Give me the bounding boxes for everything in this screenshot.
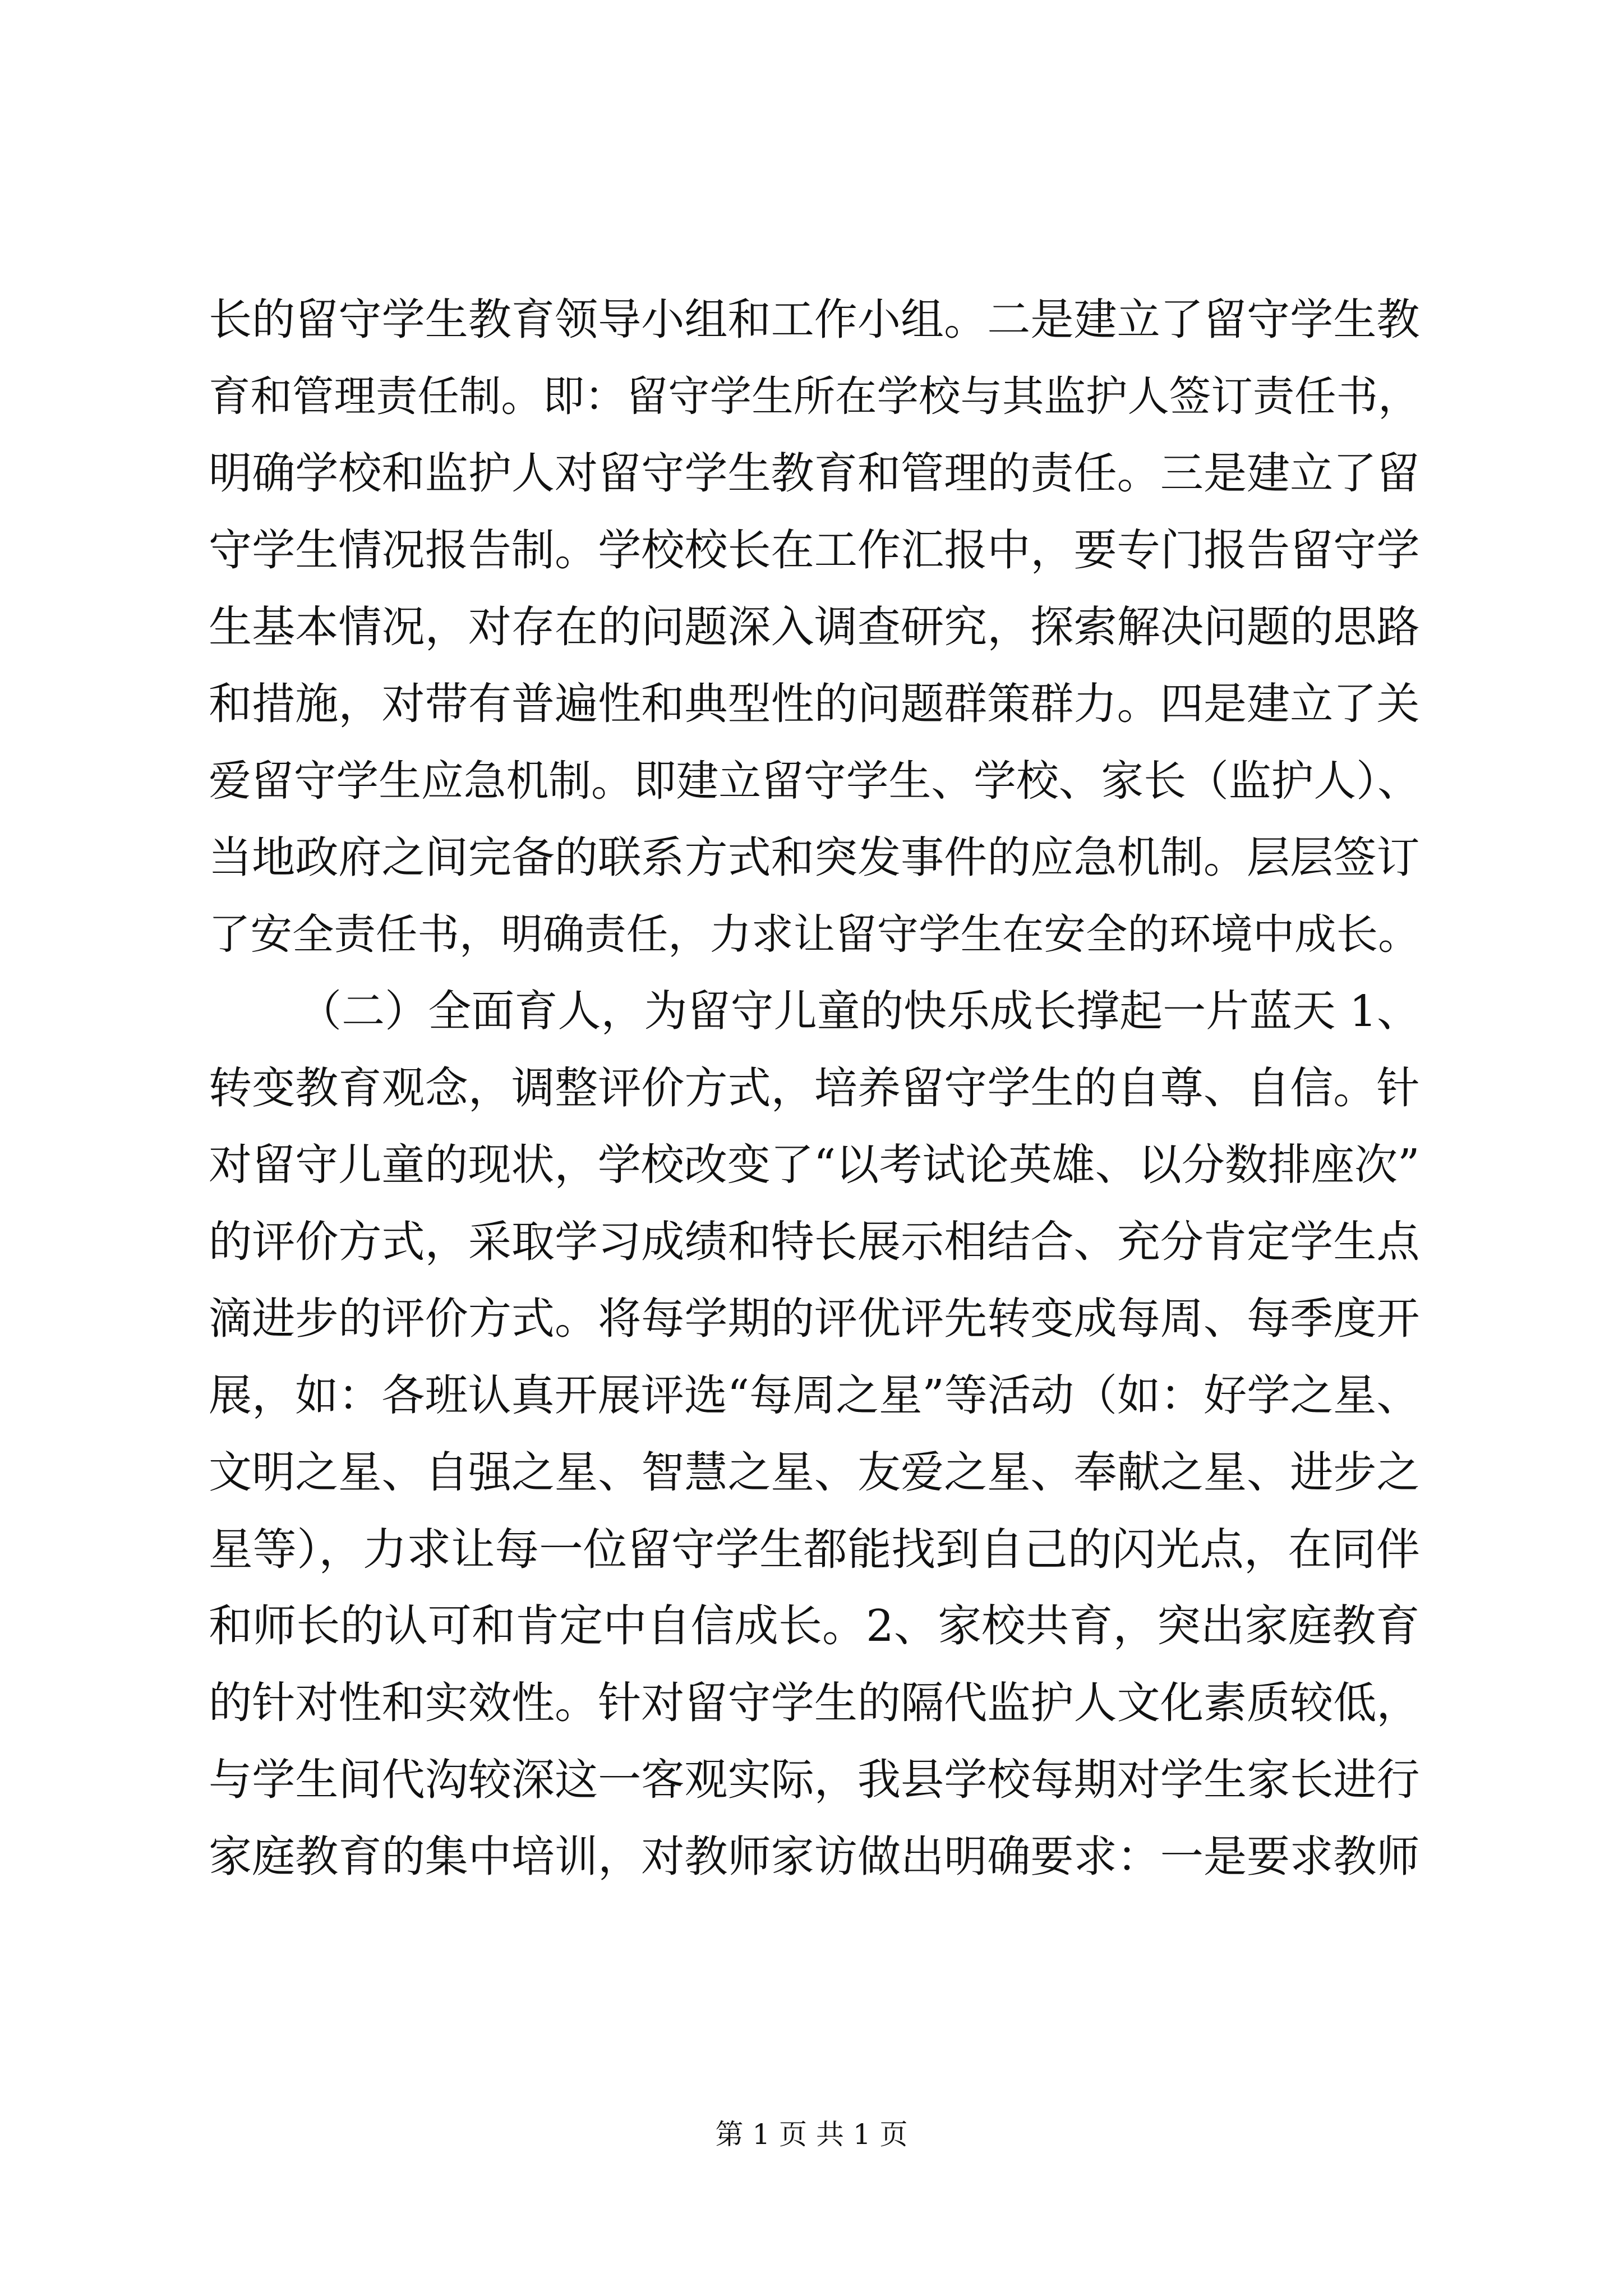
text-line: 和措施，对带有普遍性和典型性的问题群策群力。四是建立了关: [209, 679, 1420, 729]
text-line: 长的留守学生教育领导小组和工作小组。二是建立了留守学生教: [209, 295, 1420, 345]
text-line: 对留守儿童的现状，学校改变了“以考试论英雄、以分数排座次”: [209, 1140, 1420, 1190]
text-line: 展，如：各班认真开展评选“每周之星”等活动（如：好学之星、: [209, 1370, 1420, 1421]
text-line: 滴进步的评价方式。将每学期的评优评先转变成每周、每季度开: [209, 1294, 1420, 1344]
text-line: 爱留守学生应急机制。即建立留守学生、学校、家长（监护人）、: [209, 756, 1420, 806]
text-line: 和师长的认可和肯定中自信成长。2、家校共育，突出家庭教育: [209, 1600, 1420, 1651]
text-line: 家庭教育的集中培训，对教师家访做出明确要求：一是要求教师: [209, 1832, 1420, 1882]
text-line: 的针对性和实效性。针对留守学生的隔代监护人文化素质较低，: [209, 1678, 1420, 1728]
text-line: 生基本情况，对存在的问题深入调查研究，探索解决问题的思路: [209, 602, 1420, 652]
text-line: 当地政府之间完备的联系方式和突发事件的应急机制。层层签订: [209, 832, 1420, 883]
text-line: 与学生间代沟较深这一客观实际，我县学校每期对学生家长进行: [209, 1755, 1420, 1805]
text-line: 转变教育观念，调整评价方式，培养留守学生的自尊、自信。针: [209, 1063, 1420, 1114]
text-line: （二）全面育人，为留守儿童的快乐成长撑起一片蓝天 1、: [298, 986, 1421, 1037]
text-line: 育和管理责任制。即：留守学生所在学校与其监护人签订责任书，: [209, 372, 1420, 421]
text-line: 了安全责任书，明确责任，力求让留守学生在安全的环境中成长。: [209, 910, 1420, 959]
text-line: 守学生情况报告制。学校校长在工作汇报中，要专门报告留守学: [209, 525, 1420, 576]
text-line: 明确学校和监护人对留守学生教育和管理的责任。三是建立了留: [209, 448, 1420, 499]
text-line: 星等），力求让每一位留守学生都能找到自己的闪光点，在同伴: [209, 1524, 1421, 1575]
page-footer: 第 1 页 共 1 页: [715, 2118, 908, 2151]
text-line: 文明之星、自强之星、智慧之星、友爱之星、奉献之星、进步之: [209, 1447, 1420, 1498]
text-line: 的评价方式，采取学习成绩和特长展示相结合、充分肯定学生点: [209, 1217, 1420, 1267]
